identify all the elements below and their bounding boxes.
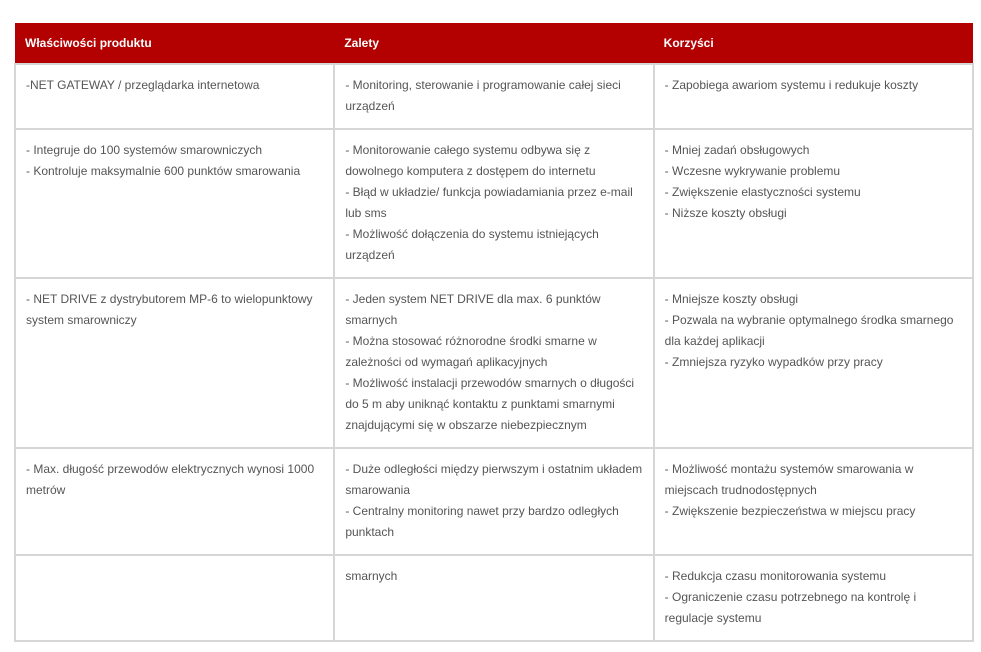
cell-properties — [15, 448, 334, 555]
table-row — [15, 555, 973, 641]
cell-properties — [15, 278, 334, 448]
cell-line: - Mniejsze koszty obsługi — [664, 292, 799, 306]
cell-benefits — [654, 129, 973, 278]
cell-line: - Kontroluje maksymalnie 600 punktów smarowania — [26, 164, 301, 178]
cell-benefits — [654, 64, 973, 129]
cell-line: - Zwiększenie bezpieczeństwa w miejscu pracy — [664, 504, 916, 518]
cell-line: - Możliwość dołączenia do systemu istniejących urządzeń — [345, 227, 599, 262]
cell-line: - Centralny monitoring nawet przy bardzo odległych punktach — [345, 504, 619, 539]
cell-properties — [15, 129, 334, 278]
cell-benefits — [654, 448, 973, 555]
table-row — [15, 448, 973, 555]
cell-advantages — [334, 129, 653, 278]
cell-line: - Redukcja czasu monitorowania systemu — [664, 569, 887, 583]
cell-line: - Możliwość montażu systemów smarowania w miejscach trudnodostępnych — [664, 462, 914, 497]
cell-line: - Wczesne wykrywanie problemu — [664, 164, 841, 178]
cell-line: -NET GATEWAY / przeglądarka internetowa — [26, 78, 260, 92]
cell-properties — [15, 555, 334, 641]
cell-line: - Zmniejsza ryzyko wypadków przy pracy — [664, 355, 883, 369]
product-properties-table — [14, 23, 974, 642]
cell-advantages — [334, 64, 653, 129]
table-header — [15, 23, 973, 64]
table-row — [15, 129, 973, 278]
header-row — [15, 23, 973, 64]
cell-line: - Mniej zadań obsługowych — [664, 143, 810, 157]
header-benefits: Korzyści — [663, 36, 714, 50]
cell-line: - Można stosować różnorodne środki smarne w zależności od wymagań aplikacyjnych — [345, 334, 597, 369]
cell-advantages — [334, 448, 653, 555]
cell-line: - Zapobiega awariom systemu i redukuje koszty — [664, 78, 919, 92]
cell-line: - Max. długość przewodów elektrycznych wynosi 1000 metrów — [26, 462, 315, 497]
cell-advantages — [334, 278, 653, 448]
table-row — [15, 278, 973, 448]
cell-line: - NET DRIVE z dystrybutorem MP-6 to wielopunktowy system smarowniczy — [26, 292, 313, 327]
header-properties: Właściwości produktu — [25, 36, 152, 50]
cell-line: - Możliwość instalacji przewodów smarnych o długości do 5 m aby uniknąć kontaktu z punktami smarnymi znajdującymi się w obszarze niebezpiecznym — [345, 376, 635, 432]
cell-line: - Duże odległości między pierwszym i ostatnim układem smarowania — [345, 462, 643, 497]
cell-line: - Pozwala na wybranie optymalnego środka smarnego dla każdej aplikacji — [664, 313, 954, 348]
cell-properties — [15, 64, 334, 129]
cell-line: - Integruje do 100 systemów smarowniczych — [26, 143, 263, 157]
header-advantages: Zalety — [344, 36, 380, 50]
cell-line: - Błąd w układzie/ funkcja powiadamiania przez e-mail lub sms — [345, 185, 633, 220]
cell-line: - Ograniczenie czasu potrzebnego na kontrolę i regulacje systemu — [664, 590, 917, 625]
cell-line: - Zwiększenie elastyczności systemu — [664, 185, 861, 199]
table-body — [15, 64, 973, 641]
cell-benefits — [654, 555, 973, 641]
cell-line: - Monitorowanie całego systemu odbywa się z dowolnego komputera z dostępem do internetu — [345, 143, 596, 178]
cell-line: - Niższe koszty obsługi — [664, 206, 787, 220]
cell-line: smarnych — [345, 569, 398, 583]
cell-line: - Monitoring, sterowanie i programowanie całej sieci urządzeń — [345, 78, 621, 113]
cell-line: - Jeden system NET DRIVE dla max. 6 punktów smarnych — [345, 292, 601, 327]
cell-advantages — [334, 555, 653, 641]
cell-benefits — [654, 278, 973, 448]
table-row — [15, 64, 973, 129]
